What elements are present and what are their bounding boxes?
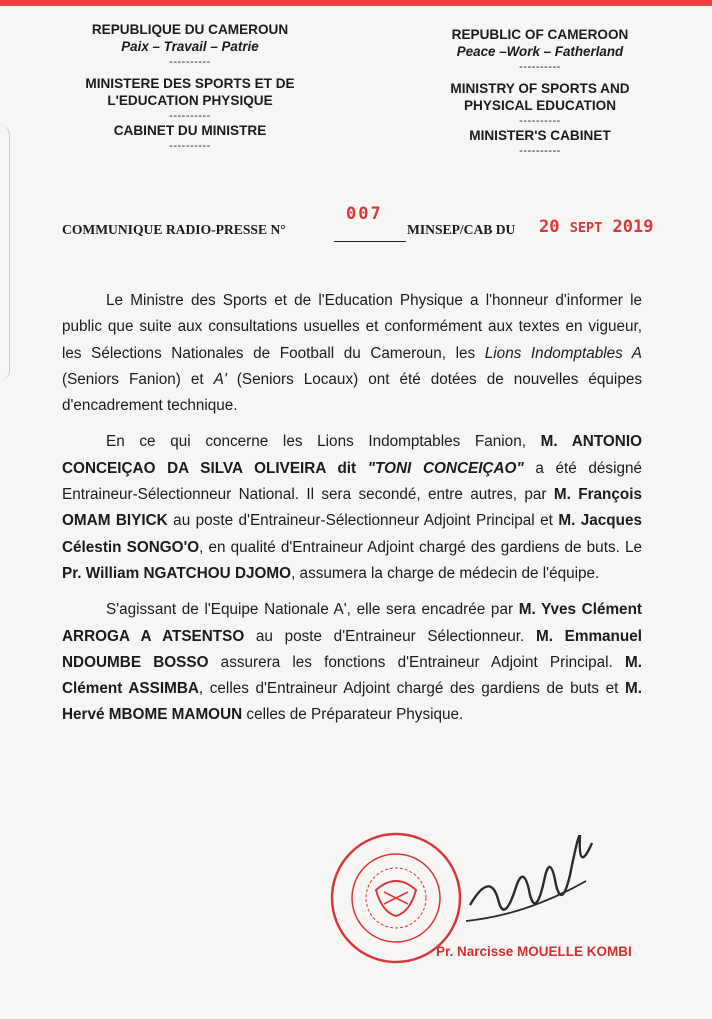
motto-fr: Paix – Travail – Patrie <box>121 38 259 54</box>
ministry-fr-line1: MINISTERE DES SPORTS ET DE <box>85 75 295 91</box>
date-day: 20 <box>539 217 560 237</box>
date-month: SEPT <box>569 220 603 236</box>
handwritten-signature <box>462 835 602 945</box>
header-english <box>400 22 680 158</box>
cabinet-fr: CABINET DU MINISTRE <box>113 123 267 139</box>
ministry-en-line1: MINISTRY OF SPORTS AND <box>450 80 630 96</box>
communique-body <box>62 288 642 739</box>
separator: ---------- <box>519 145 561 158</box>
header-french <box>40 22 340 153</box>
paragraph-2: En ce qui concerne les Lions Indomptables Fanion, M. ANTONIO CONCEIÇAO DA SILVA OLIVEIRA dit "TONI CONCEIÇAO" a été désigné Entraineur-Sélectionneur National. Il sera secondé, entre autres, par M. François OMAM BIYICK au poste d'Entraineur-Sélectionneur Adjoint Principal et M. Jacques Célestin SONGO'O, en qualité d'Entraineur Adjoint chargé des gardiens de buts. Le Pr. William NGATCHOU DJOMO, assumera la charge de médecin de l'équipe. <box>62 433 642 582</box>
country-fr: REPUBLIQUE DU CAMEROUN <box>91 22 289 37</box>
communique-date-stamp <box>539 217 653 237</box>
communique-line <box>62 204 662 244</box>
signatory-name: Pr. Narcisse MOUELLE KOMBI <box>436 944 632 959</box>
motto-en: Peace –Work – Fatherland <box>456 43 624 59</box>
page-edge-curl <box>0 125 10 380</box>
separator: ---------- <box>169 109 211 122</box>
country-en: REPUBLIC OF CAMEROON <box>451 27 629 42</box>
cabinet-en: MINISTER'S CABINET <box>469 128 611 144</box>
separator: ---------- <box>169 55 211 68</box>
ministry-en-line2: PHYSICAL EDUCATION <box>463 97 617 113</box>
separator: ---------- <box>519 114 561 127</box>
top-color-band <box>0 0 712 6</box>
communique-ref: MINSEP/CAB DU <box>407 222 516 237</box>
date-year: 2019 <box>612 217 654 237</box>
number-underline <box>334 241 406 242</box>
separator: ---------- <box>169 140 211 153</box>
paragraph-1: Le Ministre des Sports et de l'Education Physique a l'honneur d'informer le public que suite aux consultations usuelles et conformément aux textes en vigueur, les Sélections Nationales de Football du Cameroun, les Lions Indomptables A (Seniors Fanion) et A' (Seniors Locaux) ont été dotées de nouvelles équipes d'encadrement technique. <box>62 292 642 415</box>
communique-number-stamp: 007 <box>346 204 383 224</box>
paragraph-3: S'agissant de l'Equipe Nationale A', elle sera encadrée par M. Yves Clément ARROGA A ATSENTSO au poste d'Entraineur Sélectionneur. M. Emmanuel NDOUMBE BOSSO assurera les fonctions d'Entraineur Adjoint Principal. M. Clément ASSIMBA, celles d'Entraineur Adjoint chargé des gardiens de buts et M. Hervé MBOME MAMOUN celles de Préparateur Physique. <box>62 601 643 724</box>
ministry-fr-line2: L'EDUCATION PHYSIQUE <box>107 92 273 108</box>
communique-label: COMMUNIQUE RADIO-PRESSE N° <box>62 222 286 237</box>
separator: ---------- <box>519 60 561 73</box>
